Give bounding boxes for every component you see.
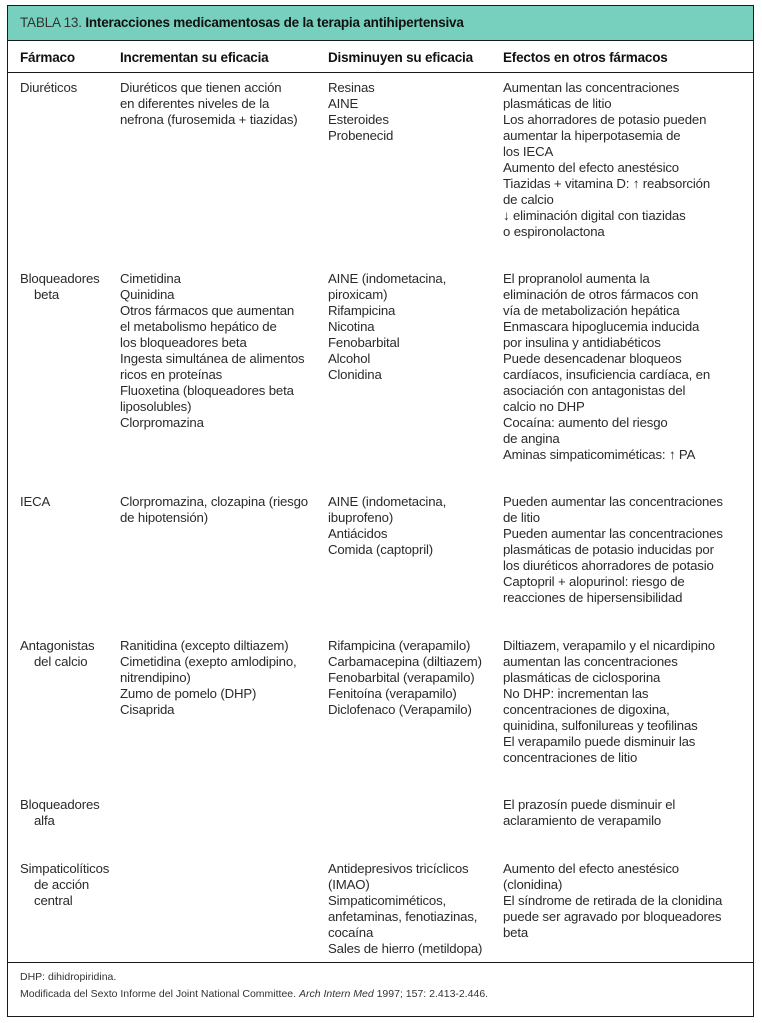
decrease-cell (328, 80, 393, 144)
cell-line: Quinidina (120, 287, 175, 302)
cell-line: Cocaína: aumento del riesgo (503, 415, 668, 430)
cell-line: beta (34, 287, 60, 302)
cell-line: Fenitoína (verapamilo) (328, 686, 457, 701)
cell-line: liposolubles) (120, 399, 192, 414)
cell-line: Antiácidos (328, 526, 388, 541)
cell-line: o espironolactona (503, 224, 605, 239)
cell-line: Carbamacepina (diltiazem) (328, 654, 482, 669)
cell-line: nefrona (furosemida + tiazidas) (120, 112, 298, 127)
drug-cell (20, 80, 77, 96)
drug-cell (20, 271, 100, 303)
drug-cell (20, 797, 100, 829)
cell-line: Fenobarbital (verapamilo) (328, 670, 475, 685)
cell-line: piroxicam) (328, 287, 388, 302)
effects-cell (503, 861, 722, 941)
column-header-incrementan: Incrementan su eficacia (120, 50, 269, 65)
column-header-farmaco: Fármaco (20, 50, 75, 65)
cell-line: por insulina y antidiabéticos (503, 335, 661, 350)
cell-line: Diuréticos (20, 80, 78, 95)
cell-line: Simpaticolíticos (20, 861, 110, 876)
cell-line: el metabolismo hepático de (120, 319, 277, 334)
cell-line: concentraciones de litio (503, 750, 638, 765)
cell-line: Aumentan las concentraciones (503, 80, 680, 95)
cell-line: plasmáticas de potasio inducidas por (503, 542, 714, 557)
cell-line: Esteroides (328, 112, 389, 127)
table-number: TABLA 13. (20, 15, 82, 30)
cell-line: los IECA (503, 144, 554, 159)
cell-line: Bloqueadores (20, 271, 100, 286)
cell-line: de angina (503, 431, 560, 446)
column-header-row (8, 41, 753, 73)
cell-line: Fluoxetina (bloqueadores beta (120, 383, 294, 398)
cell-line: AINE (indometacina, (328, 271, 447, 286)
cell-line: vía de metabolización hepática (503, 303, 680, 318)
cell-line: Nicotina (328, 319, 375, 334)
footnote-source (20, 988, 488, 1000)
cell-line: Rifampicina (verapamilo) (328, 638, 471, 653)
cell-line: Resinas (328, 80, 375, 95)
cell-line: central (34, 893, 73, 908)
cell-line: plasmáticas de litio (503, 96, 612, 111)
source-suffix: 1997; 157: 2.413-2.446. (373, 988, 489, 1000)
cell-line: en diferentes niveles de la (120, 96, 270, 111)
cell-line: de calcio (503, 192, 554, 207)
cell-line: El síndrome de retirada de la clonidina (503, 893, 723, 908)
table-frame (7, 5, 754, 1017)
cell-line: Rifampicina (328, 303, 396, 318)
cell-line: Captopril + alopurinol: riesgo de (503, 574, 685, 589)
cell-line: No DHP: incrementan las (503, 686, 649, 701)
increase-cell (120, 80, 298, 128)
effects-cell (503, 494, 723, 606)
cell-line: eliminación de otros fármacos con (503, 287, 699, 302)
cell-line: Ranitidina (excepto diltiazem) (120, 638, 289, 653)
source-journal: Arch Intern Med (298, 988, 374, 1000)
drug-cell (20, 638, 94, 670)
cell-line: ibuprofeno) (328, 510, 394, 525)
cell-line: aumentan las concentraciones (503, 654, 678, 669)
cell-line: Fenobarbital (328, 335, 400, 350)
cell-line: El prazosín puede disminuir el (503, 797, 676, 812)
cell-line: reacciones de hipersensibilidad (503, 590, 683, 605)
column-header-efectos: Efectos en otros fármacos (503, 50, 668, 65)
cell-line: calcio no DHP (503, 399, 585, 414)
cell-line: Diclofenaco (Verapamilo) (328, 702, 472, 717)
cell-line: plasmáticas de ciclosporina (503, 670, 661, 685)
cell-line: Los ahorradores de potasio pueden (503, 112, 707, 127)
cell-line: El verapamilo puede disminuir las (503, 734, 696, 749)
cell-line: Clonidina (328, 367, 382, 382)
cell-line: Ingesta simultánea de alimentos (120, 351, 305, 366)
cell-line: Antagonistas (20, 638, 95, 653)
cell-line: de litio (503, 510, 540, 525)
column-header-disminuyen: Disminuyen su eficacia (328, 50, 473, 65)
cell-line: Aumento del efecto anestésico (503, 861, 679, 876)
effects-cell (503, 80, 710, 240)
cell-line: los diuréticos ahorradores de potasio (503, 558, 714, 573)
cell-line: Antidepresivos tricíclicos (328, 861, 469, 876)
cell-line: los bloqueadores beta (120, 335, 247, 350)
cell-line: Probenecid (328, 128, 394, 143)
table-title-bar (8, 6, 753, 41)
decrease-cell (328, 638, 482, 718)
cell-line: Cimetidina (exepto amlodipino, (120, 654, 297, 669)
cell-line: AINE (indometacina, (328, 494, 447, 509)
cell-line: aclaramiento de verapamilo (503, 813, 662, 828)
cell-line: puede ser agravado por bloqueadores (503, 909, 722, 924)
cell-line: Zumo de pomelo (DHP) (120, 686, 257, 701)
effects-cell (503, 638, 715, 766)
decrease-cell (328, 861, 482, 957)
cell-line: Tiazidas + vitamina D: ↑ reabsorción (503, 176, 711, 191)
decrease-cell (328, 494, 446, 558)
cell-line: Bloqueadores (20, 797, 100, 812)
cell-line: Simpaticomiméticos, (328, 893, 447, 908)
cell-line: concentraciones de digoxina, (503, 702, 670, 717)
decrease-cell (328, 271, 446, 383)
effects-cell (503, 797, 675, 829)
cell-line: Clorpromazina, clozapina (riesgo (120, 494, 308, 509)
cell-line: alfa (34, 813, 55, 828)
cell-line: El propranolol aumenta la (503, 271, 650, 286)
effects-cell (503, 271, 710, 463)
cell-line: Comida (captopril) (328, 542, 434, 557)
drug-cell (20, 861, 109, 909)
increase-cell (120, 638, 297, 718)
cell-line: ↓ eliminación digital con tiazidas (503, 208, 686, 223)
cell-line: Otros fármacos que aumentan (120, 303, 295, 318)
cell-line: Puede desencadenar bloqueos (503, 351, 682, 366)
cell-line: AINE (328, 96, 359, 111)
footnote-abbreviation: DHP: dihidropiridina. (20, 971, 117, 983)
cell-line: del calcio (34, 654, 88, 669)
cell-line: de acción (34, 877, 90, 892)
cell-line: anfetaminas, fenotiazinas, (328, 909, 478, 924)
table-title-text: Interacciones medicamentosas de la terapia antihipertensiva (85, 15, 464, 30)
cell-line: Cisaprida (120, 702, 175, 717)
cell-line: IECA (20, 494, 51, 509)
increase-cell (120, 494, 308, 526)
cell-line: asociación con antagonistas del (503, 383, 686, 398)
cell-line: Aminas simpaticomiméticas: ↑ PA (503, 447, 696, 462)
cell-line: cocaína (328, 925, 374, 940)
cell-line: Aumento del efecto anestésico (503, 160, 679, 175)
cell-line: de hipotensión) (120, 510, 208, 525)
cell-line: (clonidina) (503, 877, 563, 892)
cell-line: Diuréticos que tienen acción (120, 80, 282, 95)
increase-cell (120, 271, 304, 431)
cell-line: Alcohol (328, 351, 371, 366)
cell-line: Diltiazem, verapamilo y el nicardipino (503, 638, 715, 653)
source-prefix: Modificada del Sexto Informe del Joint National Committee. (20, 988, 299, 1000)
table-title (20, 15, 464, 30)
cell-line: beta (503, 925, 529, 940)
cell-line: nitrendipino) (120, 670, 191, 685)
drug-cell (20, 494, 50, 510)
cell-line: Pueden aumentar las concentraciones (503, 526, 723, 541)
cell-line: (IMAO) (328, 877, 370, 892)
cell-line: Pueden aumentar las concentraciones (503, 494, 723, 509)
cell-line: Clorpromazina (120, 415, 204, 430)
cell-line: Enmascara hipoglucemia inducida (503, 319, 700, 334)
table-footnotes (8, 962, 753, 1016)
cell-line: Cimetidina (120, 271, 181, 286)
cell-line: Sales de hierro (metildopa) (328, 941, 483, 956)
cell-line: ricos en proteínas (120, 367, 223, 382)
cell-line: aumentar la hiperpotasemia de (503, 128, 681, 143)
cell-line: quinidina, sulfonilureas y teofilinas (503, 718, 698, 733)
cell-line: cardíacos, insuficiencia cardíaca, en (503, 367, 711, 382)
